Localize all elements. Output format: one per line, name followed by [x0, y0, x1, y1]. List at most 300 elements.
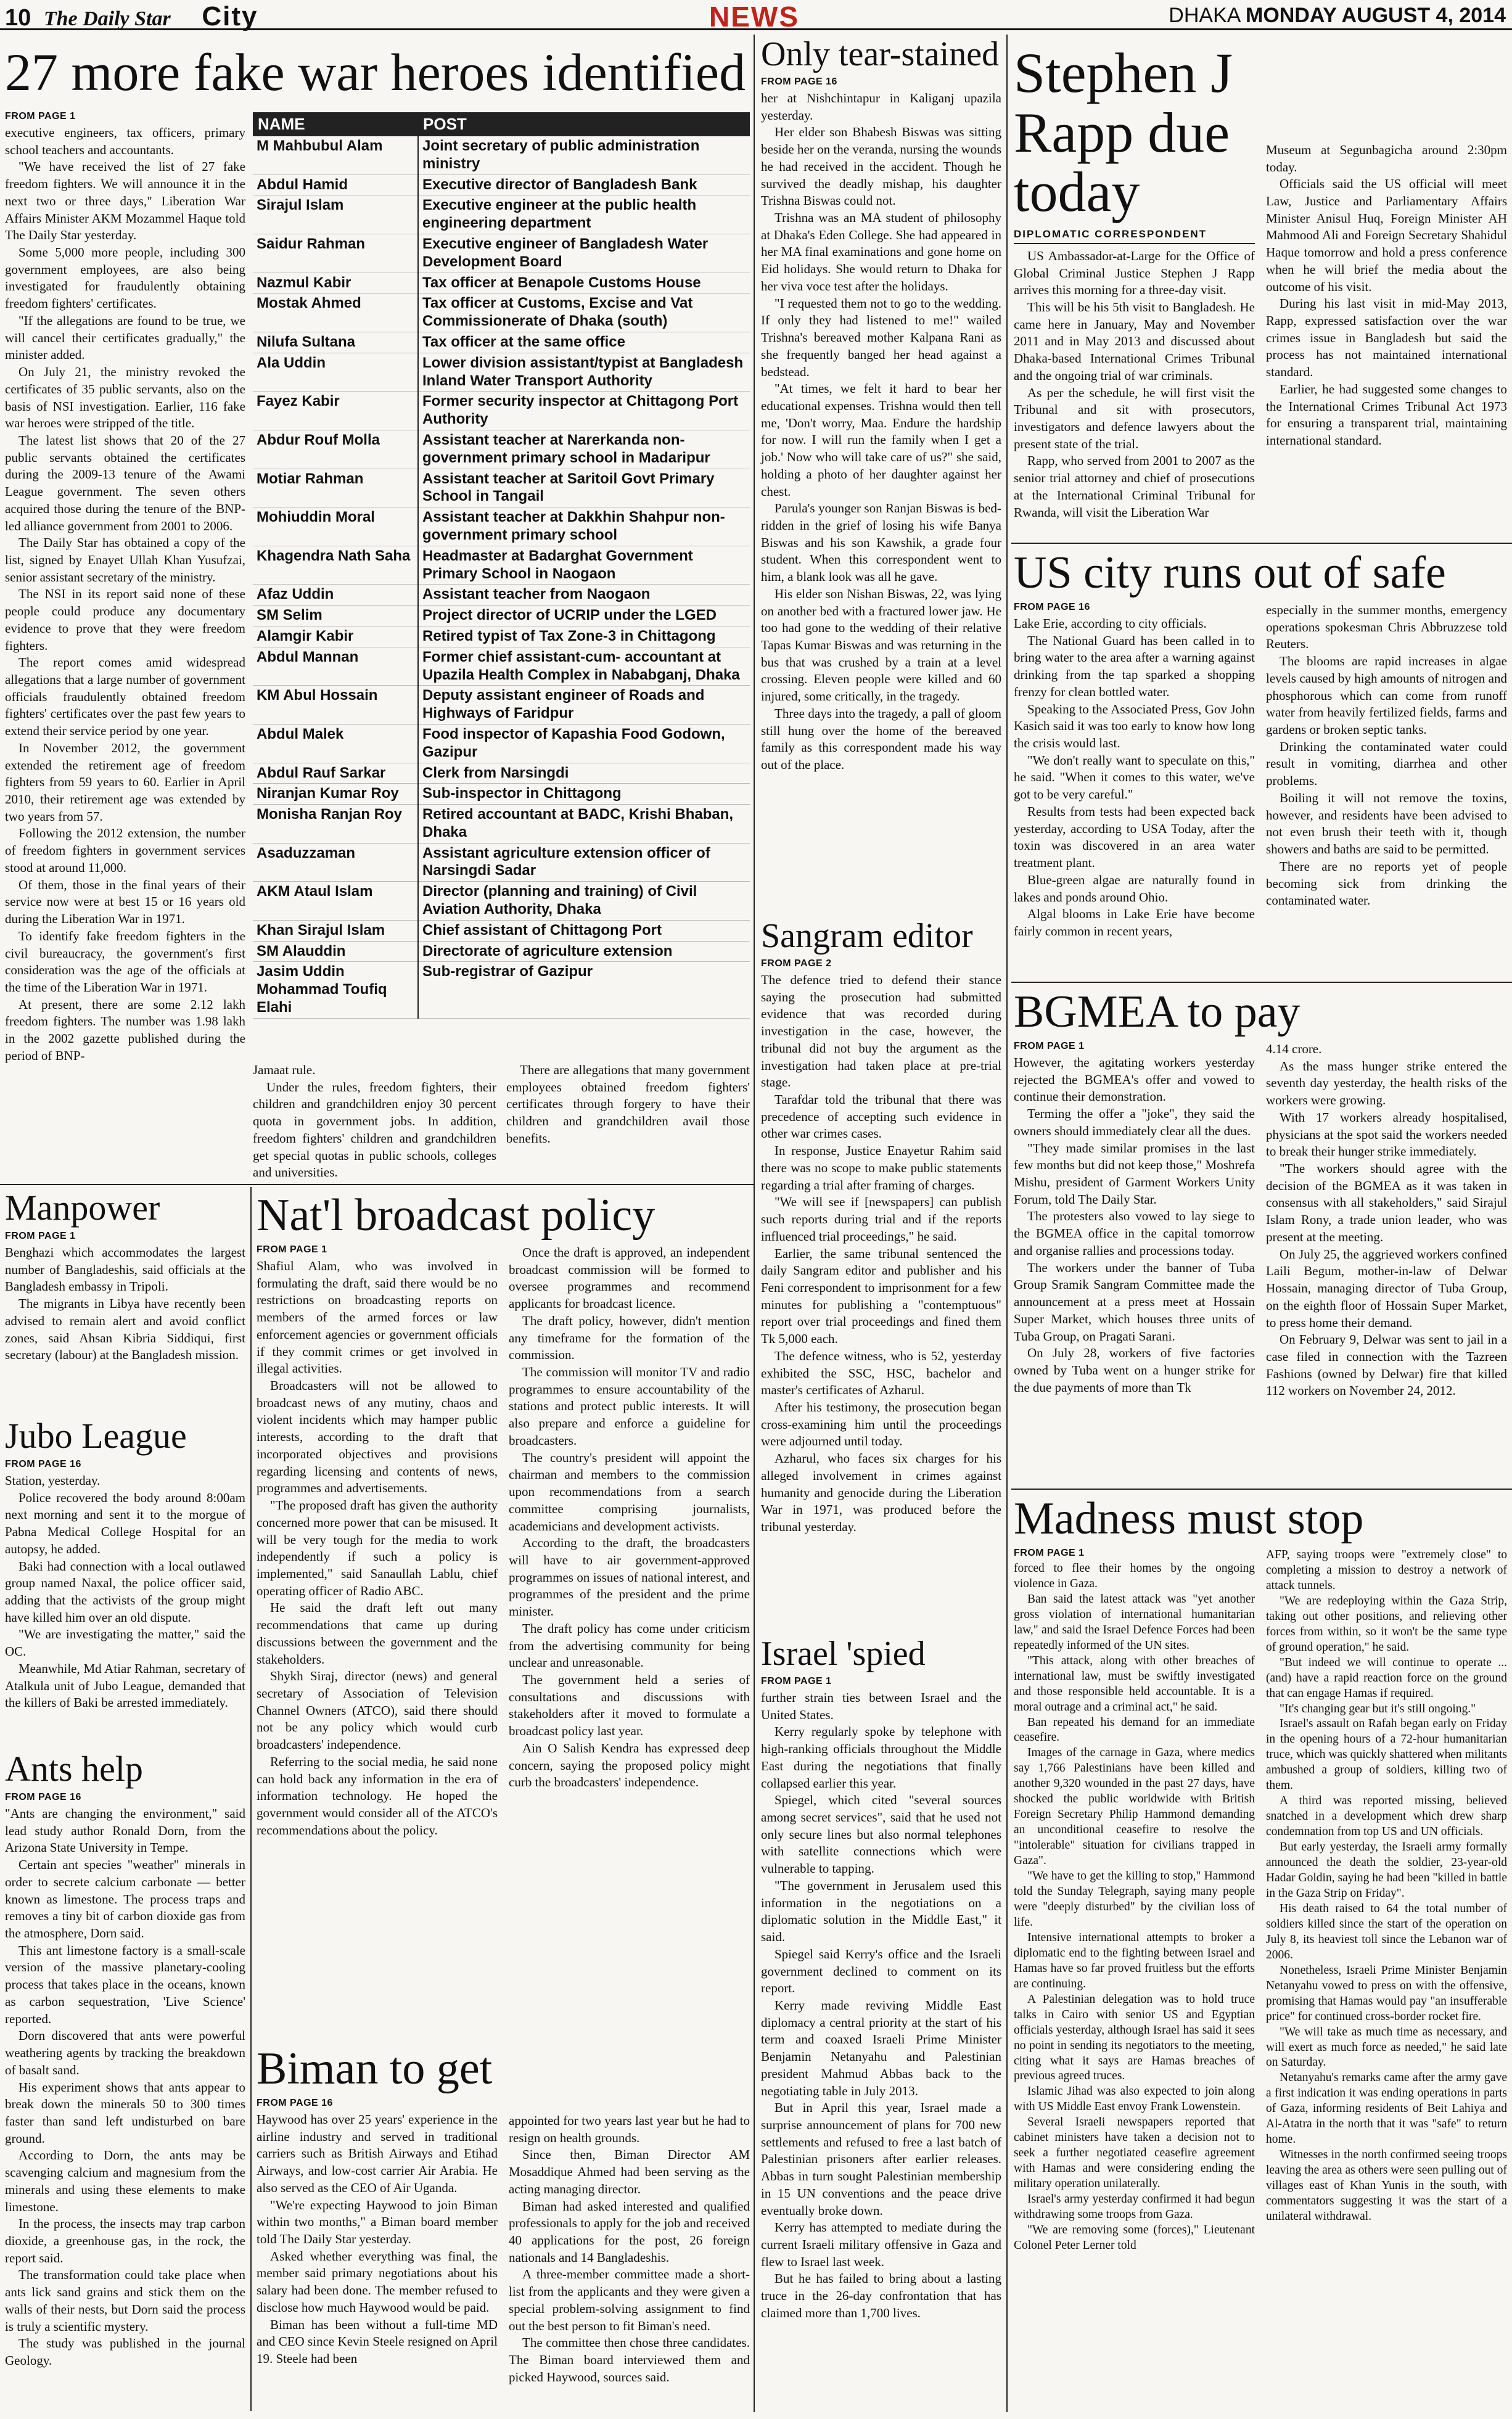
hero-name: Abdul Mannan: [253, 647, 418, 686]
paragraph: Referring to the social media, he said none can hold back any information in the era of information technology. He hoped the government would consider all of the ATCO's recommendations about the policy.: [257, 1754, 498, 1838]
dateline: [1169, 4, 1506, 28]
article-body: [1014, 248, 1255, 522]
headline: Madness must stop: [1014, 1493, 1364, 1544]
hero-post: Tax officer at Customs, Excise and Vat Commissionerate of Dhaka (south): [418, 294, 750, 332]
section-rule: [1011, 982, 1512, 983]
news-label: NEWS: [709, 1, 799, 33]
paragraph: "We are investigating the matter," said the OC.: [5, 1627, 245, 1659]
paragraph: "The workers should agree with the decision of the BGMEA as it was taken in consensus with all stakeholders," said Sirajul Islam Rony, a trade union leader, who was present at the meeting.: [1266, 1161, 1507, 1244]
paragraph: Several Israeli newspapers reported that cabinet ministers have taken a decision not to seek a further negotiated ceasefire agreement with Hamas and were considering ending the military operation unilaterally.: [1014, 2116, 1255, 2191]
hero-name: Mohiuddin Moral: [253, 507, 418, 546]
article-manpower: [5, 1190, 245, 1364]
hero-name: Khan Sirajul Islam: [253, 920, 418, 941]
paragraph: As per the schedule, he will first visit the Tribunal and sit with prosecutors, investigators and defence lawyers about the present state of the trial.: [1014, 385, 1255, 451]
paragraph: "The government in Jerusalem used this information in the negotiations on a diplomatic solution in the Middle East," it said.: [761, 1878, 1001, 1945]
paragraph: The draft policy has come under criticism from the advertising community for being unclear and unreasonable.: [509, 1620, 750, 1670]
article-body: [1014, 615, 1255, 940]
source-line: FROM PAGE 16: [257, 2098, 333, 2108]
paragraph: Blue-green algae are naturally found in lakes and ponds around Ohio.: [1014, 872, 1255, 905]
paragraph: Dorn discovered that ants were powerful weathering agents by tracking the breakdown of basalt sand.: [5, 2028, 245, 2077]
table-row: [253, 882, 750, 921]
paragraph: Terming the offer a "joke", they said the owners should immediately clear all the dues.: [1014, 1106, 1255, 1138]
paragraph: There are no reports yet of people becoming sick from drinking the contaminated water.: [1266, 858, 1507, 908]
paragraph: According to Dorn, the ants may be scavenging calcium and magnesium from the minerals and using these elements to make limestone.: [5, 2148, 245, 2214]
paragraph: "We have received the list of 27 fake freedom fighters. We will announce it in the next two or three days," Liberation War Affairs Minister AKM Mozammel Haque told The Daily Star yesterday.: [5, 159, 245, 243]
article-body: [253, 1062, 496, 1181]
paragraph: Netanyahu's remarks came after the army gave a first indication it was ending operations in parts of Gaza, informing residents of Beit Lahiya and Al-Atatra in the north that it was "safe" to return home.: [1266, 2071, 1507, 2146]
paragraph: To identify fake freedom fighters in the civil bureaucracy, the government's first consideration was the age of the officials at the time of the Liberation War in 1971.: [5, 928, 245, 995]
table-row: [253, 136, 750, 175]
paragraph: Some 5,000 more people, including 300 government employees, are also being investigated for fraudulently obtaining freedom fighters' certificates.: [5, 245, 245, 311]
paragraph: Once the draft is approved, an independent broadcast commission will be formed to oversee programmes and recommend applicants for broadcast licence.: [509, 1245, 750, 1312]
paragraph: further strain ties between Israel and the United States.: [761, 1690, 1001, 1722]
paragraph: A third was reported missing, believed snatched in a development which drew sharp condemnation from top US and UN officials.: [1266, 1794, 1507, 1839]
paragraph: "They made similar promises in the last few months but did not keep those," Moshrefa Mishu, president of Garment Workers Unity Forum, told The Daily Star.: [1014, 1140, 1255, 1207]
hero-post: Assistant teacher at Narerkanda non-government primary school in Madaripur: [418, 430, 750, 469]
paragraph: Certain ant species "weather" minerals in order to secrete calcium carbonate — better known as limestone. The process traps and removes a tiny bit of carbon dioxide gas from the atmosphere, Dorn said.: [5, 1857, 245, 1941]
paragraph: Shafiul Alam, who was involved in formulating the draft, said there would be no restrictions on broadcasting reports on members of the armed forces or law enforcement agencies or government officials if they commit crimes or get involved in illegal activities.: [257, 1259, 498, 1376]
table-row: [253, 843, 750, 882]
article-body: [1266, 1041, 1507, 1400]
paragraph: The protesters also vowed to lay siege to the BGMEA office in the capital tomorrow and organise rallies and processions today.: [1014, 1209, 1255, 1258]
hero-name: SM Alauddin: [253, 941, 418, 962]
paragraph: Benghazi which accommodates the largest number of Bangladeshis, said officials at the Bangladesh embassy in Tripoli.: [5, 1245, 245, 1294]
article-body: [5, 1805, 245, 2370]
paragraph: During his last visit in mid-May 2013, Rapp, expressed satisfaction over the war crimes issue in Bangladesh but said the process has not maintained international standard.: [1266, 296, 1507, 380]
hero-post: Tax officer at the same office: [418, 332, 750, 353]
paragraph: The draft policy, however, didn't mention any timeframe for the formation of the commission.: [509, 1313, 750, 1363]
paragraph: Drinking the contaminated water could result in vomiting, diarrhea and other problems.: [1266, 739, 1507, 789]
table-row: [253, 962, 750, 1018]
paragraph: Israel's army yesterday confirmed it had begun withdrawing some troops from Gaza.: [1014, 2193, 1255, 2222]
paragraph: "We're expecting Haywood to join Biman within two months," a Biman board member told The Daily Star yesterday.: [257, 2197, 498, 2247]
paragraph: The government held a series of consultations and discussions with stakeholders after it moved to formulate a broadcast policy last year.: [509, 1672, 750, 1739]
paragraph: Of them, those in the final years of their service now were at best 15 or 16 years old during the Liberation War in 1971.: [5, 877, 245, 927]
paragraph: There are allegations that many government employees obtained freedom fighters' certificates through forgery to have their children and grandchildren avail those benefits.: [506, 1062, 750, 1146]
paragraph: He said the draft left out many recommendations that came up during discussions between the government and the stakeholders.: [257, 1600, 498, 1667]
section-rule: [0, 1184, 754, 1185]
column-rule: [250, 1187, 252, 2411]
hero-post: Former security inspector at Chittagong Port Authority: [418, 392, 750, 430]
source-line: FROM PAGE 1: [1014, 1041, 1085, 1051]
article-bgmea: [1014, 989, 1507, 1400]
paragraph: The transformation could take place when ants lick sand grains and stick them on the walls of their nests, but Dorn said the process is truly a scientific mystery.: [5, 2267, 245, 2334]
article-sangram-editor: [761, 919, 1001, 1536]
paragraph: 4.14 crore.: [1266, 1041, 1322, 1056]
source-line: FROM PAGE 1: [5, 111, 76, 121]
paper-logo: The Daily Star: [43, 7, 171, 30]
headline: Sangram editor: [761, 917, 973, 955]
section-name: City: [202, 1, 258, 31]
paragraph: "We are removing some (forces)," Lieutenant Colonel Peter Lerner told: [1014, 2223, 1255, 2252]
paragraph: The report comes amid widespread allegations that a large number of government officials fraudulently obtained freedom fighters' certificates over the past few years to extend their service period by one year.: [5, 655, 245, 739]
paragraph: Earlier, he had suggested some changes to the International Crimes Tribunal Act 1973 for ensuring a transparent trial, maintaining international standard.: [1266, 381, 1507, 448]
paragraph: Shykh Siraj, director (news) and general secretary of Association of Television Channel Owners (ATCO), said there should not be any policy which would curb broadcasters' independence.: [257, 1669, 498, 1752]
hero-name: Abdur Rouf Molla: [253, 430, 418, 469]
headline: BGMEA to pay: [1014, 987, 1300, 1037]
byline: DIPLOMATIC CORRESPONDENT: [1014, 228, 1207, 240]
table-row: [253, 763, 750, 784]
hero-post: Assistant teacher from Naogaon: [418, 585, 750, 606]
hero-post: Sub-registrar of Gazipur: [418, 962, 750, 1018]
article-body: [1266, 142, 1507, 450]
paragraph: A three-member committee made a short-list from the applicants and they were given a special problem-solving assignment to find out the best person to fit Biman's need.: [509, 2267, 750, 2333]
table-row: [253, 805, 750, 844]
hero-post: Clerk from Narsingdi: [418, 763, 750, 784]
paragraph: Jamaat rule.: [253, 1062, 316, 1077]
column-rule: [1006, 35, 1008, 2412]
source-line: FROM PAGE 16: [5, 1459, 81, 1469]
source-line: FROM PAGE 16: [761, 76, 837, 87]
hero-post: Former chief assistant-cum- accountant at Upazila Health Complex in Nababganj, Dhaka: [418, 647, 750, 686]
hero-post: Chief assistant of Chittagong Port: [418, 920, 750, 941]
hero-post: Headmaster at Badarghat Government Primary School in Naogaon: [418, 546, 750, 585]
paragraph: At present, there are some 2.12 lakh freedom fighters. The number was 1.98 lakh in the 2002 gazette published during the period of BNP-: [5, 996, 245, 1063]
paragraph: The blooms are rapid increases in algae levels caused by high amounts of nitrogen and phosphorous which can come from runoff water from heavily fertilized fields, farms and gardens or broken septic tanks.: [1266, 654, 1507, 737]
paragraph: The Daily Star has obtained a copy of the list, signed by Enayet Ullah Khan Yusufzai, senior assistant secretary of the ministry.: [5, 535, 245, 585]
hero-post: Food inspector of Kapashia Food Godown, Gazipur: [418, 724, 750, 763]
hero-name: Abdul Hamid: [253, 175, 418, 195]
hero-name: Mostak Ahmed: [253, 294, 418, 332]
paragraph: "We are redeploying within the Gaza Strip, taking out other positions, and relieving other forces from within, so it won't be the same type of ground operation," he said.: [1266, 1594, 1507, 1654]
hero-name: Motiar Rahman: [253, 469, 418, 507]
paragraph: The country's president will appoint the chairman and members to the commission upon recommendations from a search committee comprising journalists, academicians and development activists.: [509, 1450, 750, 1534]
source-line: FROM PAGE 1: [257, 1244, 327, 1255]
paragraph: Ban repeated his demand for an immediate ceasefire.: [1014, 1715, 1255, 1744]
headline: Israel 'spied: [761, 1635, 926, 1673]
hero-name: M Mahbubul Alam: [253, 136, 418, 175]
table-row: [253, 626, 750, 647]
paragraph: Ain O Salish Kendra has expressed deep concern, saying the proposed policy might curb the broadcasters' independence.: [509, 1740, 750, 1790]
city-name: DHAKA: [1169, 4, 1240, 27]
hero-name: Niranjan Kumar Roy: [253, 784, 418, 805]
paragraph: The study was published in the journal Geology.: [5, 2336, 245, 2368]
article-tear-stained: [761, 37, 1001, 774]
fake-heroes-table: [253, 112, 750, 1019]
column-header-post: POST: [418, 112, 750, 136]
paragraph: Under the rules, freedom fighters, their children and grandchildren enjoy 30 percent quota in government jobs. In addition, freedom fighters' children and grandchildren get special quotas in public schools, colleges and universities.: [253, 1079, 496, 1180]
table-row: [253, 195, 750, 234]
paragraph: Ban said the latest attack was "yet another gross violation of international humanitarian law," and said the Israel Defence Forces had been repeatedly informed of the UN sites.: [1014, 1592, 1255, 1652]
paragraph: According to the draft, the broadcasters will have to air government-approved programmes on issues of national interest, and programmes of the president and the prime minister.: [509, 1535, 750, 1619]
paragraph: His death raised to 64 the total number of soldiers killed since the start of the operation on July 8, its heaviest toll since the Lebanon war of 2006.: [1266, 1902, 1507, 1961]
table-row: [253, 606, 750, 626]
article-body: [1266, 602, 1507, 910]
paragraph: her at Nishchintapur in Kaliganj upazila yesterday.: [761, 91, 1001, 123]
headline: Manpower: [5, 1188, 160, 1228]
hero-name: Jasim Uddin Mohammad Toufiq Elahi: [253, 962, 418, 1018]
table-row: [253, 920, 750, 941]
article-madness-must-stop: [1014, 1493, 1507, 2254]
paragraph: The NSI in its report said none of these people could produce any documentary evidence to prove that they were freedom fighters.: [5, 586, 245, 653]
paragraph: Three days into the tragedy, a pall of gloom still hung over the home of the bereaved family as this correspondent made his way out of the place.: [761, 705, 1001, 773]
paragraph: Parula's younger son Ranjan Biswas is bed-ridden in the grief of losing his wife Banya Biswas and his son Kawshik, a grade four student. When this correspondent went to him, a blank look was all he gave.: [761, 501, 1001, 585]
paragraph: On July 25, the aggrieved workers confined Laili Begum, mother-in-law of Delwar Hossain, managing director of Tuba Group, on the eighth floor of Hossain Super Market, to press home their demand.: [1266, 1246, 1507, 1330]
hero-name: Abdul Rauf Sarkar: [253, 763, 418, 784]
table-row: [253, 392, 750, 430]
paragraph: Biman has been without a full-time MD and CEO since Kevin Steele resigned on April 19. Steele had been: [257, 2317, 498, 2367]
article-broadcast-policy: [257, 1190, 750, 1839]
masthead-left: [5, 1, 258, 32]
paragraph: "We don't really want to speculate on this," he said. "When it comes to this water, we've got to be very careful.": [1014, 752, 1255, 802]
paragraph: Station, yesterday.: [5, 1473, 101, 1488]
paragraph: Police recovered the body around 8:00am next morning and sent it to the morgue of Pabna Medical College Hospital for an autopsy, he added.: [5, 1490, 245, 1556]
hero-name: Asaduzzaman: [253, 843, 418, 882]
hero-name: KM Abul Hossain: [253, 686, 418, 725]
paragraph: His experiment shows that ants appear to break down the minerals 50 to 300 times faster than sand left undisturbed on bare ground.: [5, 2079, 245, 2146]
paragraph: Kerry has attempted to mediate during the current Israeli military offensive in Gaza and flew to Israel last week.: [761, 2220, 1001, 2269]
source-line: FROM PAGE 16: [5, 1792, 81, 1802]
paragraph: "If the allegations are found to be true, we will cancel their certificates gradually," the minister added.: [5, 313, 245, 363]
source-line: FROM PAGE 2: [761, 958, 832, 969]
hero-post: Director (planning and training) of Civil Aviation Authority, Dhaka: [418, 882, 750, 921]
hero-name: Afaz Uddin: [253, 585, 418, 606]
paragraph: Intensive international attempts to broker a diplomatic end to the fighting between Israel and Hamas have so far proved fruitless but the efforts are continuing.: [1014, 1931, 1255, 1990]
table-row: [253, 430, 750, 469]
article-column: [5, 111, 245, 1065]
hero-name: Saidur Rahman: [253, 234, 418, 273]
hero-name: Abdul Malek: [253, 724, 418, 763]
paragraph: Boiling it will not remove the toxins, however, and residents have been advised to not even brush their teeth with it, though showers and baths are said to be permitted.: [1266, 790, 1507, 857]
headline: Jubo League: [5, 1416, 187, 1456]
hero-name: Alamgir Kabir: [253, 626, 418, 647]
paragraph: "This attack, along with other breaches of international law, must be swiftly investigated and those responsible held accountable. It is a moral outrage and a criminal act," he said.: [1014, 1654, 1255, 1714]
hero-name: AKM Ataul Islam: [253, 882, 418, 921]
hero-name: Ala Uddin: [253, 353, 418, 392]
table-row: [253, 234, 750, 273]
hero-post: Executive engineer of Bangladesh Water Development Board: [418, 234, 750, 273]
paragraph: Lake Erie, according to city officials.: [1014, 616, 1207, 631]
article-body: [509, 2113, 750, 2386]
article-israel-spied: [761, 1637, 1001, 2322]
section-rule: [1011, 543, 1512, 544]
paragraph: The migrants in Libya have recently been advised to remain alert and avoid conflict zones, said Ahsan Kibria Siddiqui, first secretary (labour) at the Bangladesh mission.: [5, 1296, 245, 1363]
paragraph: appointed for two years last year but he had to resign on health grounds.: [509, 2113, 750, 2145]
paragraph: Azharul, who faces six charges for his alleged involvement in crimes against humanity and genocide during the Liberation War in 1971, was produced before the tribunal yesterday.: [761, 1451, 1001, 1534]
source-line: FROM PAGE 16: [1014, 602, 1090, 612]
article-body: [1014, 1561, 1255, 2254]
paragraph: "But indeed we will continue to operate ... (and) have a rapid reaction force on the ground that can engage Hamas if required.: [1266, 1656, 1507, 1700]
paragraph: Rapp, who served from 2001 to 2007 as the senior trial attorney and chief of prosecutions at the International Criminal Tribunal for Rwanda, will visit the Liberation War: [1014, 453, 1255, 520]
table-row: [253, 546, 750, 585]
paragraph: Haywood has over 25 years' experience in the airline industry and served in traditional carriers such as British Airways and Etihad Airways, and low-cost carrier Air Arabia. He also served as the CEO of Air Uganda.: [257, 2112, 498, 2195]
paragraph: Islamic Jihad was also expected to join along with US Middle East envoy Frank Lowenstein.: [1014, 2085, 1255, 2114]
section-rule: [1011, 1489, 1512, 1490]
hero-name: Nazmul Kabir: [253, 273, 418, 294]
paragraph: But early yesterday, the Israeli army formally announced the death the soldier, 23-year-old Hadar Goldin, saying he had been "killed in battle in the Gaza Strip on Friday".: [1266, 1841, 1507, 1900]
paragraph: "We have to get the killing to stop," Hammond told the Sunday Telegraph, saying many people were "deeply disturbed" by the civilian loss of life.: [1014, 1870, 1255, 1929]
paragraph: Spiegel, which cited "several sources among secret services", said that he used not only secure lines but also normal telephones with satellite connections which were vulnerable to tapping.: [761, 1793, 1001, 1876]
paragraph: His elder son Nishan Biswas, 22, was lying on another bed with a fractured lower jaw. He too had gone to the wedding of their relative Tapas Kumar Biswas and was returning in the bus that was crushed by a train at a level crossing. Eleven people were killed and 60 injured, some critically, in the tragedy.: [761, 586, 1001, 704]
byline-rule: [1014, 243, 1255, 244]
hero-name: Fayez Kabir: [253, 392, 418, 430]
article-body: [5, 1472, 245, 1712]
table-row: [253, 941, 750, 962]
paragraph: In November 2012, the government extended the retirement age of freedom fighters from 59 years to 60. Earlier in April 2010, their retirement age was extended by two years from 57.: [5, 740, 245, 824]
headline: Ants help: [5, 1749, 143, 1789]
table-row: [253, 647, 750, 686]
source-line: FROM PAGE 1: [5, 1231, 76, 1241]
paragraph: "Ants are changing the environment," said lead study author Ronald Dorn, from the Arizona State University in Tempe.: [5, 1806, 245, 1855]
hero-post: Assistant teacher at Dakkhin Shahpur non-government primary school: [418, 507, 750, 546]
table-row: [253, 686, 750, 725]
paragraph: Biman had asked interested and qualified professionals to apply for the job and received 40 applications for the post, 26 foreign nationals and 14 Bangladeshis.: [509, 2198, 750, 2265]
paragraph: Nonetheless, Israeli Prime Minister Benjamin Netanyahu vowed to press on with the offensive, promising that Hamas would pay "an insufferable price" for continued cross-border rocket fire.: [1266, 1963, 1507, 2023]
hero-post: Assistant teacher at Saritoil Govt Primary School in Tangail: [418, 469, 750, 507]
paragraph: "I requested them not to go to the wedding. If only they had listened to me!" wailed Trishna's bereaved mother Kalpana Rani as she frequently banged her head against a bedstead.: [761, 295, 1001, 379]
headline: Nat'l broadcast policy: [257, 1190, 655, 1241]
hero-post: Assistant agriculture extension officer of Narsingdi Sadar: [418, 843, 750, 882]
paragraph: Broadcasters will not be allowed to broadcast news of any mutiny, chaos and violent incidents which may hamper public interests, according to the draft that incorporated objectives and provisions regarding licensing and contents of news, programmes and advertisements.: [257, 1378, 498, 1496]
hero-post: Tax officer at Benapole Customs House: [418, 273, 750, 294]
paragraph: The latest list shows that 20 of the 27 public servants obtained the certificates during the 2009-13 tenure of the Awami League government. The seven others acquired those during the tenure of the BNP-led alliance government from 2001 to 2006.: [5, 432, 245, 533]
article-body: [509, 1244, 750, 1791]
article-body: [257, 1258, 498, 1839]
paragraph: The defence tried to defend their stance saying the prosecution had submitted evidence that was recorded during investigation in the case, however, the tribunal did not buy the argument as the investigation had taken place at pre-trial stage.: [761, 972, 1001, 1090]
issue-date: MONDAY AUGUST 4, 2014: [1246, 4, 1506, 27]
masthead: [0, 0, 1512, 33]
article-body: [5, 125, 245, 1065]
hero-name: Monisha Ranjan Roy: [253, 805, 418, 844]
hero-post: Directorate of agriculture extension: [418, 941, 750, 962]
paragraph: Following the 2012 extension, the number of freedom fighters in government services stood at around 11,000.: [5, 826, 245, 875]
article-body: [1014, 1054, 1255, 1396]
article-us-city: [1014, 550, 1507, 940]
hero-name: Khagendra Nath Saha: [253, 546, 418, 585]
source-line: FROM PAGE 1: [1014, 1548, 1085, 1558]
paragraph: Her elder son Bhabesh Biswas was sitting beside her on the veranda, nursing the wounds he had received in the accident. Though he survived the deadly mishap, his daughter Trishna Biswas could not.: [761, 125, 1001, 208]
paragraph: In response, Justice Enayetur Rahim said there was no scope to make public statements regarding a trial after framing of charges.: [761, 1143, 1001, 1193]
hero-post: Executive director of Bangladesh Bank: [418, 175, 750, 195]
paragraph: A Palestinian delegation was to hold truce talks in Cairo with senior US and Egyptian officials yesterday, although Israel has said it sees no point in sending its negotiators to the meeting, citing what it says are Hamas breaches of previous agreed truces.: [1014, 1992, 1255, 2083]
paragraph: Trishna was an MA student of philosophy at Dhaka's Eden College. She had appeared in her MA final examinations and gone home on Eid holidays. She would return to Dhaka for her viva voce test after the holidays.: [761, 210, 1001, 294]
paragraph: Officials said the US official will meet Law, Justice and Parliamentary Affairs Minister Anisul Huq, Foreign Minister AH Mahmood Ali and Foreign Secretary Shahidul Haque tomorrow and hold a press conference when he will brief the media about the outcome of his visit.: [1266, 176, 1507, 294]
article-jubo-league: [5, 1418, 245, 1712]
paragraph: This ant limestone factory is a small-scale version of the massive planetary-cooling process that takes place in the oceans, known as carbon sequestration, 'Live Science' reported.: [5, 1942, 245, 2026]
headline: US city runs out of safe: [1014, 548, 1446, 598]
heroes-table: [253, 112, 750, 1019]
paragraph: On July 28, workers of five factories owned by Tuba went on a hunger strike for the due payments of more than Tk: [1014, 1345, 1255, 1395]
article-body: [761, 1690, 1001, 2322]
paragraph: The commission will monitor TV and radio programmes to ensure accountability of the stations and protect public interests. It will also prepare and enforce a guideline for broadcasters.: [509, 1365, 750, 1448]
paragraph: After his testimony, the prosecution began cross-examining him until the proceedings were adjourned until today.: [761, 1399, 1001, 1449]
article-ants-help: [5, 1751, 245, 2370]
paragraph: Baki had connection with a local outlawed group named Naxal, the police officer said, adding that the activists of the group might have killed him over an old dispute.: [5, 1558, 245, 1625]
paragraph: The workers under the banner of Tuba Group Sramik Sangram Committee made the announcement at a press meet at Hossain Super Market, which houses three units of Tuba Group, on Pragati Sarani.: [1014, 1260, 1255, 1344]
table-row: [253, 469, 750, 507]
paragraph: "We will take as much time as necessary, and will exert as much force as needed," he said late on Saturday.: [1266, 2025, 1507, 2069]
headline: Biman to get: [257, 2043, 493, 2094]
article-biman: [257, 2043, 750, 2386]
table-row: [253, 294, 750, 332]
headline: 27 more fake war heroes identified: [5, 43, 746, 102]
paragraph: executive engineers, tax officers, primary school teachers and accountants.: [5, 125, 245, 157]
paragraph: Since then, Biman Director AM Mosaddique Ahmed had been serving as the acting managing director.: [509, 2147, 750, 2196]
paragraph: Kerry made reviving Middle East diplomacy a central priority at the start of his term and coaxed Israeli Prime Minister Benjamin Netanyahu and Palestinian president Mahmud Abbas back to the negotiating table in July 2013.: [761, 1997, 1001, 2098]
paragraph: The National Guard has been called in to bring water to the area after a warning against drinking from the tap sparked a shopping frenzy for clean bottled water.: [1014, 633, 1255, 699]
hero-name: Sirajul Islam: [253, 195, 418, 234]
article-body: [761, 972, 1001, 1536]
paragraph: "It's changing gear but it's still ongoing.": [1280, 1702, 1476, 1715]
page-number: 10: [5, 5, 31, 31]
paragraph: especially in the summer months, emergency operations spokesman Chris Abbruzzese told Reuters.: [1266, 602, 1507, 652]
hero-post: Executive engineer at the public health engineering department: [418, 195, 750, 234]
source-line: FROM PAGE 1: [761, 1676, 832, 1686]
hero-post: Joint secretary of public administration ministry: [418, 136, 750, 175]
paragraph: On February 9, Delwar was sent to jail in a case filed in connection with the Tazreen Fashions (owned by Delwar) fire that killed 112 workers on November 24, 2012.: [1266, 1332, 1507, 1398]
paragraph: As the mass hunger strike entered the seventh day yesterday, the health risks of the workers were growing.: [1266, 1058, 1507, 1108]
hero-name: Nilufa Sultana: [253, 332, 418, 353]
table-row: [253, 784, 750, 805]
hero-post: Retired accountant at BADC, Krishi Bhaban, Dhaka: [418, 805, 750, 844]
hero-post: Retired typist of Tax Zone-3 in Chittagong: [418, 626, 750, 647]
table-row: [253, 175, 750, 195]
hero-post: Deputy assistant engineer of Roads and Highways of Faridpur: [418, 686, 750, 725]
article-stephen-rapp: [1014, 43, 1507, 521]
paragraph: "The proposed draft has given the authority concerned more power that can be misused. It will be very tough for the media to work independently if such a policy is implemented," said Sanaullah Lablu, chief operating officer of Radio ABC.: [257, 1498, 498, 1598]
hero-name: SM Selim: [253, 606, 418, 626]
paragraph: But in April this year, Israel made a surprise announcement of plans for 700 new settlements and refused to free a last batch of Palestinian prisoners after earlier releases. Abbas in turn sought Palestinian membership in 15 UN conventions and the peace drive eventually broke down.: [761, 2100, 1001, 2218]
table-row: [253, 332, 750, 353]
paragraph: Museum at Segunbagicha around 2:30pm today.: [1266, 142, 1507, 175]
paragraph: In the process, the insects may trap carbon dioxide, a greenhouse gas, in the rock, the report said.: [5, 2216, 245, 2265]
paragraph: US Ambassador-at-Large for the Office of Global Criminal Justice Stephen J Rapp arrives this morning for a three-day visit.: [1014, 248, 1255, 298]
article-body: [257, 2111, 498, 2368]
article-body: [761, 90, 1001, 774]
headline: Stephen J Rapp due today: [1014, 41, 1233, 224]
hero-post: Lower division assistant/typist at Bangladesh Inland Water Transport Authority: [418, 353, 750, 392]
paragraph: On July 21, the ministry revoked the certificates of 35 public servants, also on the basis of NSI investigation. Earlier, 116 fake war heroes were stripped of the title.: [5, 364, 245, 431]
paragraph: Speaking to the Associated Press, Gov John Kasich said it was too early to know how long the crisis would last.: [1014, 701, 1255, 751]
table-row: [253, 507, 750, 546]
paragraph: Results from tests had been expected back yesterday, according to USA Today, after the toxin was discovered in an area water treatment plant.: [1014, 803, 1255, 871]
paragraph: Meanwhile, Md Atiar Rahman, secretary of Atalkula unit of Jubo League, demanded that the killers of Baki be arrested immediately.: [5, 1661, 245, 1711]
column-header-name: NAME: [253, 112, 418, 136]
paragraph: "At times, we felt it hard to bear her educational expenses. Trishna would then tell me, 'Don't worry, Maa. Endure the hardship for now. I will run the family when I get a job.' Now who will take care of us?" she said, holding a photo of her daughter against her chest.: [761, 381, 1001, 499]
table-row: [253, 353, 750, 392]
paragraph: The committee then chose three candidates. The Biman board interviewed them and picked Haywood, sources said.: [509, 2335, 750, 2384]
paragraph: Tarafdar told the tribunal that there was precedence of accepting such evidence in other war crimes cases.: [761, 1092, 1001, 1141]
hero-post: Project director of UCRIP under the LGED: [418, 606, 750, 626]
paragraph: "We will see if [newspapers] can publish such reports during trial and if the reports influenced trial proceedings," he said.: [761, 1194, 1001, 1244]
article-continuation: [253, 1062, 750, 1181]
paragraph: AFP, saying troops were "extremely close" to completing a mission to destroy a network of attack tunnels.: [1266, 1548, 1507, 1592]
paragraph: Algal blooms in Lake Erie have become fairly common in recent years,: [1014, 906, 1255, 938]
paragraph: Asked whether everything was final, the member said primary negotiations about his salary had been done. The member refused to disclose how much Haywood would be paid.: [257, 2248, 498, 2315]
table-row: [253, 724, 750, 763]
paragraph: Witnesses in the north confirmed seeing troops leaving the area as others were seen pulling out of villages east of Khan Yunis in the south, with commentators suggesting it was the start of a unilateral withdrawal.: [1266, 2148, 1507, 2223]
hero-post: Sub-inspector in Chittagong: [418, 784, 750, 805]
paragraph: This will be his 5th visit to Bangladesh. He came here in January, May and November 2011 and in May 2013 and discussed about Dhaka-based International Crimes Tribunal and the ongoing trial of war criminals.: [1014, 299, 1255, 383]
paragraph: forced to flee their homes by the ongoing violence in Gaza.: [1014, 1562, 1255, 1590]
paragraph: However, the agitating workers yesterday rejected the BGMEA's offer and vowed to continue their demonstration.: [1014, 1055, 1255, 1104]
paragraph: But he has failed to bring about a lasting truce in the 26-day confrontation that has claimed more than 1,700 lives.: [761, 2271, 1001, 2320]
table-row: [253, 273, 750, 294]
paragraph: Kerry regularly spoke by telephone with high-ranking officials throughout the Middle East during the negotiations that finally collapsed earlier this year.: [761, 1724, 1001, 1791]
paragraph: Images of the carnage in Gaza, where medics say 1,766 Palestinians have been killed and another 9,320 wounded in the past 27 days, have shocked the public worldwide with British Foreign Secretary Philip Hammond demanding an unconditional ceasefire to resolve the "intolerable" situation for civilians trapped in Gaza".: [1014, 1746, 1255, 1868]
headline: Only tear-stained: [761, 35, 1000, 73]
paragraph: Spiegel said Kerry's office and the Israeli government declined to comment on its report.: [761, 1946, 1001, 1996]
table-row: [253, 585, 750, 606]
article-body: [5, 1244, 245, 1364]
column-rule: [754, 35, 755, 2412]
article-body: [506, 1062, 750, 1181]
article-body: [1266, 1548, 1507, 2225]
paragraph: With 17 workers already hospitalised, physicians at the spot said the workers needed to break their hunger strike immediately.: [1266, 1109, 1507, 1159]
paragraph: Earlier, the same tribunal sentenced the daily Sangram editor and publisher and his Feni correspondent to imprisonment for a few minutes for publishing a "contemptuous" report over trial proceedings and fined them Tk 5,000 each.: [761, 1246, 1001, 1347]
paragraph: Israel's assault on Rafah began early on Friday in the opening hours of a 72-hour humanitarian truce, which was quickly shattered when militants ambushed a group of soldiers, killing two of them.: [1266, 1717, 1507, 1793]
paragraph: The defence witness, who is 52, yesterday exhibited the SSC, HSC, bachelor and master's certificates of Azharul.: [761, 1348, 1001, 1398]
